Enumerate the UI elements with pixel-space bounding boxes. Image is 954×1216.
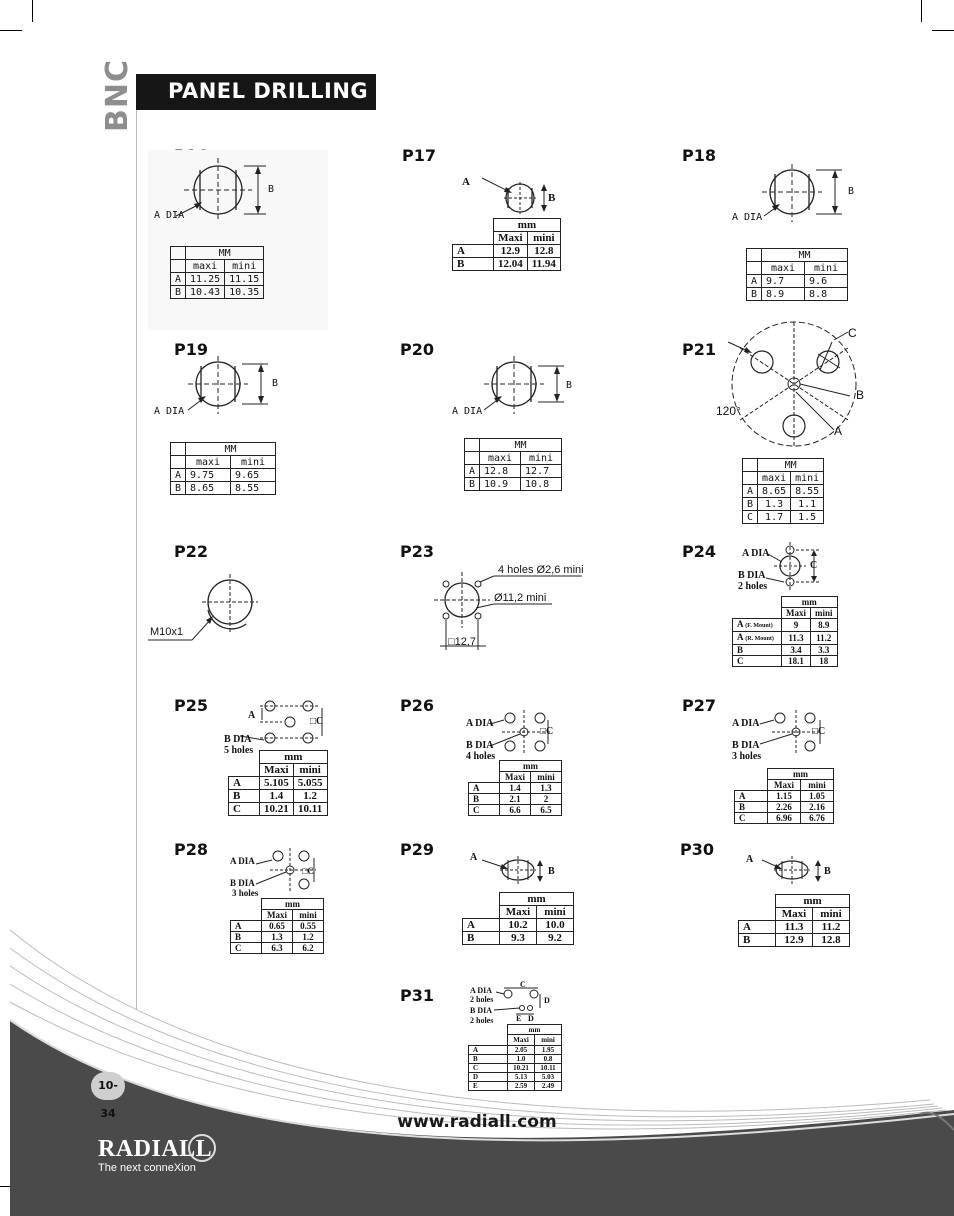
b-label: B (824, 866, 831, 877)
a-dia-label: A DIA (154, 210, 185, 221)
table-row: A (R. Mount) 11.3 11.2 (733, 632, 838, 645)
table-row: B 2.1 2 (469, 794, 562, 805)
panel-p24 (730, 540, 870, 670)
dimension-table-p27 (734, 768, 834, 824)
b-label: B (268, 184, 275, 195)
page-number: 10-34 (91, 1072, 125, 1100)
table-row: A 2.05 1.95 (469, 1045, 562, 1054)
a-dia-label: A DIA (452, 406, 483, 417)
crop-mark (0, 30, 22, 31)
table-row: B 8.9 8.8 (747, 288, 848, 301)
col-min: mini (531, 772, 562, 783)
b-label: B (548, 192, 556, 204)
panel-p21 (710, 322, 880, 522)
panel-p22 (146, 570, 286, 660)
col-min: mini (537, 906, 574, 919)
a-dia-label: A DIA (732, 718, 760, 729)
b-count-label: 5 holes (224, 745, 254, 756)
dimension-table-p26 (468, 760, 562, 816)
table-row: C 6.96 6.76 (735, 813, 834, 824)
website-link[interactable]: www.radiall.com (397, 1112, 557, 1132)
panel-label-p24: P24 (682, 542, 716, 561)
panel-label-p18: P18 (682, 146, 716, 165)
table-row: A 12.8 12.7 (465, 465, 562, 478)
b-label: B (566, 380, 573, 391)
col-max: Maxi (508, 1035, 535, 1046)
table-row: C 6.6 6.5 (469, 805, 562, 816)
b-dia-label: B DIA (224, 734, 252, 745)
unit-header: mm (500, 761, 562, 772)
drawing-p17 (452, 172, 582, 222)
e-label: E (516, 1014, 522, 1023)
panel-p27 (730, 708, 850, 823)
col-max: maxi (186, 260, 225, 273)
panel-p23 (432, 562, 592, 662)
b-dia-label: B DIA (230, 878, 255, 888)
panel-p18 (730, 160, 870, 300)
dimension-table-p19 (170, 442, 276, 495)
a-dia-label: A DIA (154, 406, 185, 417)
table-row: A 9.7 9.6 (747, 275, 848, 288)
crop-mark (32, 0, 33, 22)
d-label: D (544, 996, 550, 1005)
panel-p19 (148, 354, 298, 494)
table-row: B 2.26 2.16 (735, 802, 834, 813)
panel-label-p17: P17 (402, 146, 436, 165)
panel-label-p25: P25 (174, 696, 208, 715)
c-label: □C (302, 866, 314, 876)
col-max: Maxi (262, 910, 293, 921)
table-row: A 1.15 1.05 (735, 791, 834, 802)
col-min: mini (225, 260, 264, 273)
b-dia-label: B DIA (732, 740, 760, 751)
col-max: maxi (186, 456, 231, 469)
table-row: A 0.65 0.55 (231, 921, 324, 932)
table-row: A 12.9 12.8 (453, 245, 561, 258)
table-row: B 1.3 1.2 (231, 932, 324, 943)
brand-globe-icon (188, 1134, 216, 1162)
title-bar (136, 74, 376, 110)
table-row: D 5.13 5.03 (469, 1072, 562, 1081)
panel-label-p29: P29 (400, 840, 434, 859)
thread-label: M10x1 (150, 626, 184, 638)
table-row: B 8.65 8.55 (171, 482, 276, 495)
col-min: mini (527, 232, 560, 245)
side-tab (98, 59, 135, 136)
dimension-table-p25 (228, 750, 328, 816)
unit-header: mm (500, 893, 574, 906)
b-count-label: 2 holes (738, 581, 768, 592)
panel-label-p23: P23 (400, 542, 434, 561)
b-count-label: 4 holes (466, 751, 496, 762)
unit-header: mm (768, 769, 834, 780)
table-row: C 18.1 18 (733, 656, 838, 667)
a-dia-label: A DIA (470, 986, 493, 995)
c-label: C (810, 560, 818, 571)
col-min: mini (791, 472, 824, 485)
col-min: mini (805, 262, 848, 275)
b-label: B (548, 866, 555, 877)
dimension-table-p16 (170, 246, 264, 299)
panel-p17 (452, 172, 582, 282)
unit-header: mm (260, 751, 328, 764)
table-row: B 3.4 3.3 (733, 645, 838, 656)
table-row: A 9.75 9.65 (171, 469, 276, 482)
dimension-table-p24 (732, 596, 838, 667)
a-label: A (248, 710, 256, 721)
c-label: C (848, 326, 857, 340)
crop-mark (921, 0, 922, 22)
drawing-p16 (148, 150, 328, 330)
dimension-table-p18 (746, 248, 848, 301)
col-max: Maxi (768, 780, 801, 791)
b-label: B (848, 186, 855, 197)
col-min: mini (231, 456, 276, 469)
unit-header: MM (762, 249, 848, 262)
table-row: A 8.65 8.55 (743, 485, 824, 498)
table-row: B 12.04 11.94 (453, 258, 561, 271)
b-label: B (856, 388, 865, 402)
panel-label-p26: P26 (400, 696, 434, 715)
dimension-table-p21 (742, 458, 824, 524)
col-min: mini (535, 1035, 562, 1046)
a-label: A (470, 852, 478, 863)
table-row: C 1.7 1.5 (743, 511, 824, 524)
col-min: mini (813, 908, 850, 921)
drawing-p21 (710, 322, 880, 462)
table-row: B 1.3 1.1 (743, 498, 824, 511)
a-dia-label: A DIA (732, 212, 763, 223)
col-min: mini (293, 910, 324, 921)
panel-label-p30: P30 (680, 840, 714, 859)
table-row: C 6.3 6.2 (231, 943, 324, 954)
col-max: Maxi (494, 232, 528, 245)
drawing-p22 (146, 570, 286, 660)
a-label: A (746, 854, 754, 865)
panel-p20 (446, 354, 596, 494)
brand-logo-text: RADIALL (98, 1136, 213, 1162)
panel-label-p28: P28 (174, 840, 208, 859)
angle-label: 120° (716, 404, 741, 418)
a-dia-label: A DIA (230, 856, 255, 866)
dimension-table-p17 (452, 218, 561, 271)
c-label: C (520, 980, 526, 989)
panel-p26 (462, 708, 582, 818)
c-label: □C (540, 726, 554, 737)
table-row: A 11.3 11.2 (739, 921, 850, 934)
a-count-label: 2 holes (470, 995, 494, 1004)
table-row: A 11.25 11.15 (171, 273, 264, 286)
table-row: C 10.21 10.11 (469, 1063, 562, 1072)
col-max: Maxi (776, 908, 813, 921)
table-row: B 12.9 12.8 (739, 934, 850, 947)
unit-header: mm (494, 219, 561, 232)
panel-p16 (148, 150, 328, 330)
table-row: B 10.43 10.35 (171, 286, 264, 299)
col-max: maxi (758, 472, 791, 485)
unit-header: MM (186, 443, 276, 456)
unit-header: MM (186, 247, 264, 260)
b-dia-label: B DIA (466, 740, 494, 751)
col-max: Maxi (782, 608, 811, 619)
c-label: □C (310, 716, 324, 727)
b-dia-label: B DIA (738, 570, 766, 581)
panel-label-p19: P19 (174, 340, 208, 359)
unit-header: mm (508, 1025, 562, 1035)
crop-mark (932, 30, 954, 31)
b-count-label: 3 holes (232, 888, 259, 898)
table-row: A 5.105 5.055 (229, 777, 328, 790)
b-count-label: 3 holes (732, 751, 762, 762)
table-row: B 10.9 10.8 (465, 478, 562, 491)
table-row: B 1.4 1.2 (229, 790, 328, 803)
table-row: B 1.0 0.8 (469, 1054, 562, 1063)
table-row: A 10.2 10.0 (463, 919, 574, 932)
a-dia-label: A DIA (742, 548, 770, 559)
panel-label-p21: P21 (682, 340, 716, 359)
col-max: Maxi (500, 906, 537, 919)
page-title: PANEL DRILLING (168, 79, 369, 103)
unit-header: MM (480, 439, 562, 452)
panel-label-p20: P20 (400, 340, 434, 359)
b-dia-label: B DIA (470, 1006, 493, 1015)
col-min: mini (801, 780, 834, 791)
b-label: B (272, 378, 279, 389)
col-min: mini (811, 608, 838, 619)
drawing-p30 (736, 848, 856, 888)
panel-label-p31: P31 (400, 986, 434, 1005)
a-dia-label: A DIA (466, 718, 494, 729)
unit-header: MM (758, 459, 824, 472)
table-row: B 9.3 9.2 (463, 932, 574, 945)
side-tab-label: BNC (100, 59, 135, 132)
margin-rule (136, 110, 137, 1010)
unit-header: mm (776, 895, 850, 908)
unit-header: mm (262, 899, 324, 910)
col-max: maxi (762, 262, 805, 275)
a-label: A (462, 176, 470, 188)
b-count-label: 2 holes (470, 1016, 494, 1025)
col-max: Maxi (260, 764, 294, 777)
panel-label-p27: P27 (682, 696, 716, 715)
dia-label: Ø11,2 mini (494, 592, 547, 604)
a-label: A (834, 424, 843, 438)
table-row: C 10.21 10.11 (229, 803, 328, 816)
c-label: □C (812, 726, 826, 737)
col-max: maxi (480, 452, 521, 465)
table-row: A (F. Mount) 9 8.9 (733, 619, 838, 632)
col-max: Maxi (500, 772, 531, 783)
d-label-lower: D (528, 1014, 534, 1023)
col-min: mini (293, 764, 327, 777)
drawing-p29 (462, 848, 582, 888)
holes-label: 4 holes Ø2,6 mini (498, 564, 584, 576)
brand-tagline: The next conneXion (98, 1162, 196, 1174)
panel-p25 (222, 696, 342, 816)
unit-header: mm (782, 597, 838, 608)
table-row: A 1.4 1.3 (469, 783, 562, 794)
table-row: E 2.59 2.49 (469, 1081, 562, 1090)
panel-label-p22: P22 (174, 542, 208, 561)
dimension-table-p20 (464, 438, 562, 491)
square-label: □12,7 (448, 636, 477, 648)
col-min: mini (521, 452, 562, 465)
